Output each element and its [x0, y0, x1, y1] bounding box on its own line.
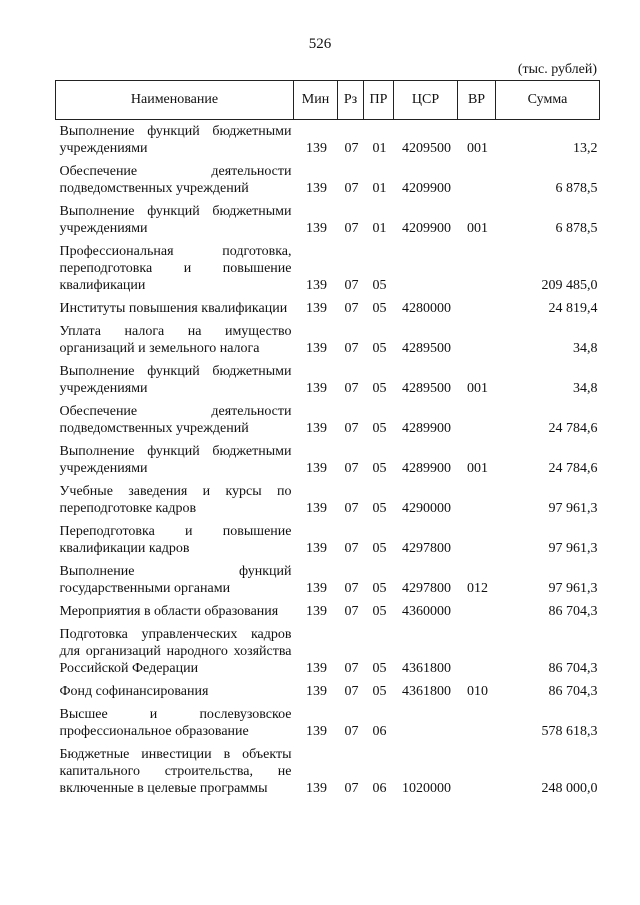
header-min: Мин [294, 81, 338, 120]
row-name: Подготовка управленческих кадров для организаций народного хозяйства Российской Федерации [59, 627, 292, 676]
row-vr: 001 [467, 461, 488, 476]
row-vr [458, 400, 496, 440]
row-rz: 07 [344, 221, 359, 236]
table-row [56, 480, 600, 520]
row-sum: 13,2 [573, 141, 598, 156]
row-min: 139 [306, 684, 327, 699]
row-min: 139 [306, 724, 327, 739]
row-min: 139 [306, 581, 327, 596]
row-pr: 01 [372, 181, 387, 196]
header-sum: Сумма [496, 81, 600, 120]
table-row [56, 440, 600, 480]
row-sum: 6 878,5 [555, 221, 598, 236]
row-rz: 07 [344, 604, 359, 619]
table-row [56, 400, 600, 440]
row-sum: 24 784,6 [548, 461, 598, 476]
row-vr [458, 520, 496, 560]
row-csr: 1020000 [402, 781, 451, 796]
units-label: (тыс. рублей) [517, 62, 597, 77]
table-row [56, 623, 600, 680]
row-pr: 05 [372, 381, 387, 396]
row-rz: 07 [344, 661, 359, 676]
row-rz: 07 [344, 421, 359, 436]
row-name: Высшее и послевузовское профессиональное образование [59, 707, 292, 739]
row-min: 139 [306, 661, 327, 676]
row-name: Переподготовка и повышение квалификации кадров [59, 524, 292, 556]
row-sum: 248 000,0 [541, 781, 598, 796]
row-pr: 06 [372, 781, 387, 796]
row-csr: 4289900 [402, 421, 451, 436]
row-name: Выполнение функций государственными органами [59, 564, 292, 596]
row-sum: 34,8 [573, 381, 598, 396]
row-csr: 4209500 [402, 141, 451, 156]
row-rz: 07 [344, 181, 359, 196]
row-vr [458, 160, 496, 200]
row-min: 139 [306, 301, 327, 316]
row-csr: 4297800 [402, 541, 451, 556]
row-min: 139 [306, 501, 327, 516]
row-vr [458, 320, 496, 360]
header-rz: Рз [338, 81, 364, 120]
table-row [56, 240, 600, 297]
row-pr: 01 [372, 141, 387, 156]
row-vr: 001 [467, 381, 488, 396]
row-name: Бюджетные инвестиции в объекты капитального строительства, не включенные в целевые программы [59, 747, 292, 796]
table-row [56, 200, 600, 240]
row-sum: 24 784,6 [548, 421, 598, 436]
row-csr [394, 703, 458, 743]
row-min: 139 [306, 141, 327, 156]
row-sum: 86 704,3 [548, 661, 598, 676]
row-name: Мероприятия в области образования [59, 604, 279, 619]
table-row [56, 703, 600, 743]
row-sum: 578 618,3 [541, 724, 598, 739]
row-min: 139 [306, 421, 327, 436]
row-pr: 01 [372, 221, 387, 236]
row-name: Выполнение функций бюджетными учреждениями [59, 204, 292, 236]
row-rz: 07 [344, 141, 359, 156]
row-pr: 05 [372, 661, 387, 676]
row-rz: 07 [344, 461, 359, 476]
row-min: 139 [306, 278, 327, 293]
row-name: Учебные заведения и курсы по переподготовке кадров [59, 484, 292, 516]
row-name: Обеспечение деятельности подведомственных учреждений [59, 164, 292, 196]
row-csr: 4360000 [402, 604, 451, 619]
row-vr: 001 [467, 141, 488, 156]
row-csr: 4209900 [402, 221, 451, 236]
row-sum: 97 961,3 [548, 541, 598, 556]
table-row [56, 680, 600, 703]
row-min: 139 [306, 781, 327, 796]
row-name: Институты повышения квалификации [59, 301, 288, 316]
table-row [56, 320, 600, 360]
row-sum: 86 704,3 [548, 604, 598, 619]
row-vr [458, 240, 496, 297]
row-name: Выполнение функций бюджетными учреждениями [59, 364, 292, 396]
table-row [56, 520, 600, 560]
row-rz: 07 [344, 278, 359, 293]
row-sum: 34,8 [573, 341, 598, 356]
table-row [56, 160, 600, 200]
table-header-row [56, 81, 600, 120]
row-rz: 07 [344, 684, 359, 699]
row-name: Обеспечение деятельности подведомственных учреждений [59, 404, 292, 436]
header-vr: ВР [458, 81, 496, 120]
budget-table [55, 80, 600, 800]
row-csr: 4209900 [402, 181, 451, 196]
row-sum: 97 961,3 [548, 581, 598, 596]
row-sum: 86 704,3 [548, 684, 598, 699]
row-sum: 24 819,4 [548, 301, 598, 316]
row-vr [458, 600, 496, 623]
table-row [56, 297, 600, 320]
row-min: 139 [306, 604, 327, 619]
row-min: 139 [306, 181, 327, 196]
row-rz: 07 [344, 501, 359, 516]
row-rz: 07 [344, 341, 359, 356]
row-min: 139 [306, 221, 327, 236]
row-csr: 4297800 [402, 581, 451, 596]
row-rz: 07 [344, 724, 359, 739]
row-pr: 05 [372, 421, 387, 436]
row-sum: 209 485,0 [541, 278, 598, 293]
row-pr: 05 [372, 461, 387, 476]
row-sum: 6 878,5 [555, 181, 598, 196]
row-rz: 07 [344, 381, 359, 396]
row-pr: 05 [372, 278, 387, 293]
row-vr [458, 743, 496, 800]
row-pr: 05 [372, 581, 387, 596]
row-csr [394, 240, 458, 297]
row-pr: 05 [372, 684, 387, 699]
row-vr: 012 [467, 581, 488, 596]
row-vr: 001 [467, 221, 488, 236]
row-pr: 05 [372, 604, 387, 619]
row-csr: 4289900 [402, 461, 451, 476]
row-vr [458, 703, 496, 743]
table-row [56, 600, 600, 623]
row-pr: 06 [372, 724, 387, 739]
row-csr: 4289500 [402, 341, 451, 356]
page-number: 526 [308, 36, 332, 52]
row-name: Выполнение функций бюджетными учреждениями [59, 444, 292, 476]
header-name: Наименование [56, 81, 294, 120]
row-name: Выполнение функций бюджетными учреждениями [59, 124, 292, 156]
header-csr: ЦСР [394, 81, 458, 120]
table-row [56, 560, 600, 600]
row-csr: 4361800 [402, 661, 451, 676]
row-rz: 07 [344, 781, 359, 796]
header-pr: ПР [364, 81, 394, 120]
table-row [56, 120, 600, 161]
row-csr: 4280000 [402, 301, 451, 316]
row-vr [458, 297, 496, 320]
row-pr: 05 [372, 501, 387, 516]
table-row [56, 360, 600, 400]
row-csr: 4289500 [402, 381, 451, 396]
row-sum: 97 961,3 [548, 501, 598, 516]
table-row [56, 743, 600, 800]
row-csr: 4361800 [402, 684, 451, 699]
row-rz: 07 [344, 301, 359, 316]
row-name: Уплата налога на имущество организаций и земельного налога [59, 324, 292, 356]
row-min: 139 [306, 541, 327, 556]
row-pr: 05 [372, 301, 387, 316]
row-csr: 4290000 [402, 501, 451, 516]
row-rz: 07 [344, 581, 359, 596]
row-vr [458, 480, 496, 520]
row-pr: 05 [372, 341, 387, 356]
row-min: 139 [306, 381, 327, 396]
row-min: 139 [306, 461, 327, 476]
row-vr [458, 623, 496, 680]
row-pr: 05 [372, 541, 387, 556]
row-vr: 010 [467, 684, 488, 699]
row-min: 139 [306, 341, 327, 356]
row-name: Фонд софинансирования [59, 684, 209, 699]
row-name: Профессиональная подготовка, переподготовка и повышение квалификации [59, 244, 292, 293]
row-rz: 07 [344, 541, 359, 556]
